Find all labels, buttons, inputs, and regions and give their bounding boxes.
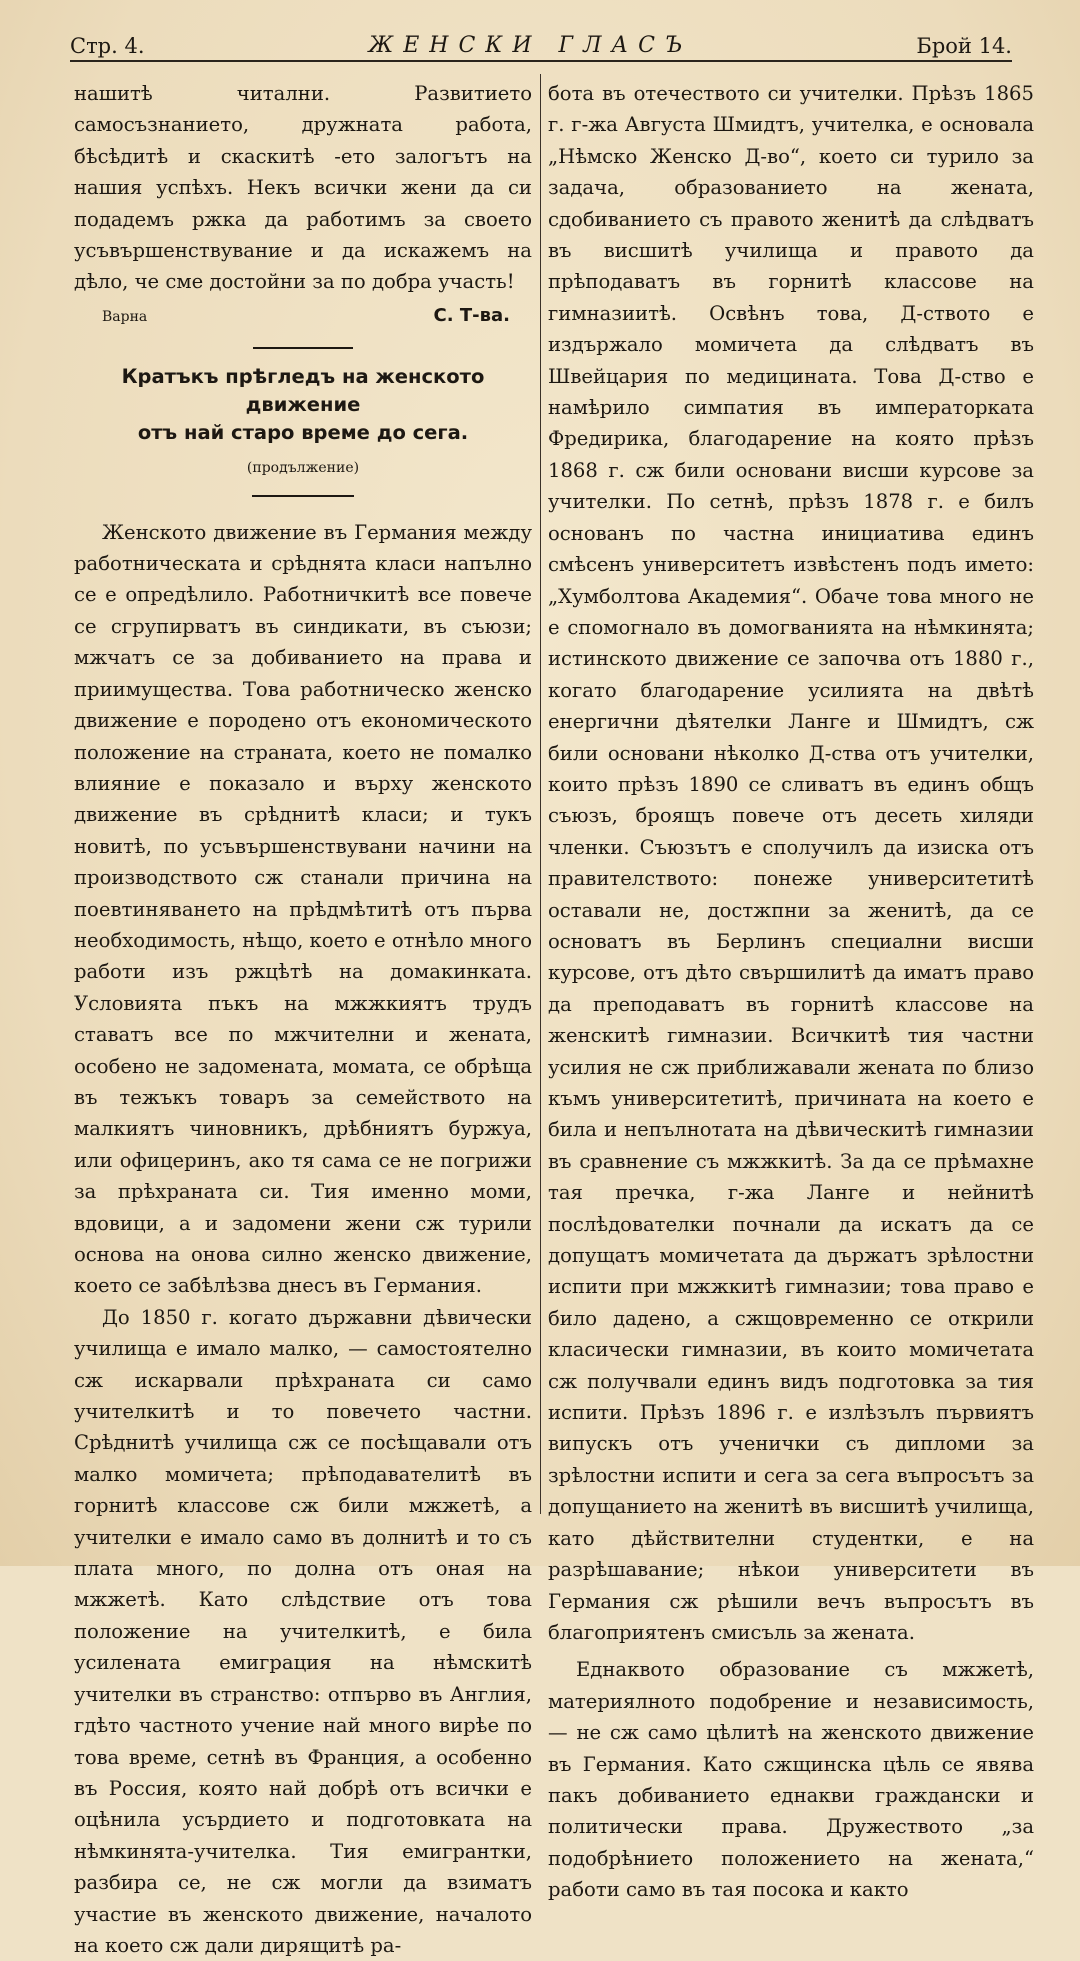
article-title (74, 363, 532, 447)
signature-author: С. Т-ва. (433, 304, 510, 326)
page-header (70, 22, 1012, 62)
article-paragraph-1: Женското движение въ Германия между работническата и срѣднята класи напълно се е опредѣлило. Работничкитѣ все повече се сгрупирватъ въ синдикати, въ съюзи; мжчатъ се за добиванието на права и приимущества. Това работническо женско движение е породено отъ економическото положение на страната, което не помалко влияние е показало и върху женското движение въ срѣднитѣ класи; и тукъ новитѣ, по усъвършенствувани начини на производството сж станали причина на поевтиняването на прѣдмѣтитѣ отъ първа необходимость, нѣщо, което е отнѣло много работи изъ ржцѣтѣ на домакинката. Условията пъкъ на мжжкиятъ трудъ ставатъ все по мжчителни и жената, особено не задомената, момата, се обрѣща въ тежъкъ товаръ за семейството на малкиятъ чиновникъ, дрѣбниятъ буржуа, или офицеринъ, ако тя сама се не погрижи за прѣхраната си. Тия именно моми, вдовици, а и задомени жени сж турили основа на онова силно женско движение, което се забѣлѣзва днесъ въ Германия. (74, 520, 533, 1298)
article-paragraph-4: Еднаквото образование съ мжжетѣ, материялното подобрение и независимость, — не сж само цѣлитѣ на женското движение въ Германия. Като сжщинска цѣль се явява пакъ добиванието еднакви граждански и политически права. Дружеството „за подобрѣнието положението на жената,“ работи само въ тая посока и както (548, 1658, 1034, 1902)
article-paragraph-3: бота въ отечеството си учителки. Прѣзъ 1865 г. г-жа Августа Шмидтъ, учителка, е основала „Нѣмско Женско Д-во“, което си турило за задача, образованието на жената, сдобиванието съ правото женитѣ да слѣдватъ въ висшитѣ училища и правото да прѣподаватъ въ горнитѣ классове на гимназиитѣ. Освѣнъ това, Д-ството е издържало момичета да слѣдватъ въ Швейцария по медицината. Това Д-ство е намѣрило симпатия въ императорката Фредирика, благодарение на която прѣзъ 1868 г. сж били основани висши курсове за учителки. По сетнѣ, прѣзъ 1878 г. е билъ основанъ по частна инициатива единъ смѣсенъ университетъ извѣстенъ подъ името: „Хумболтова Академия“. Обаче това много не е спомогнало въ домогванията на нѣмкинята; истинското движение се започва отъ 1880 г., когато благодарение усилията на двѣтѣ енергични дѣятелки Ланге и Шмидтъ, сж били основани нѣколко Д-ства отъ учителки, които прѣзъ 1890 се сливатъ въ единъ общъ съюзъ, броящъ повече отъ десеть хиляди членки. Съюзътъ е сполучилъ да изиска отъ правителството: понеже университетитѣ оставали не, достжпни за женитѣ, да се основатъ въ Берлинъ специални висши курсове, отъ дѣто свършилитѣ да иматъ право да преподаватъ въ горнитѣ классове на женскитѣ гимназии. Всичкитѣ тия частни усилия не сж приближавали жената по близо къмъ университетитѣ, причината на което е била и непълнотата на дѣвическитѣ гимназии въ сравнение съ мжжкитѣ. За да се прѣмахне тая пречка, г-жа Ланге и нейнитѣ послѣдователки почнали да искатъ да се допущатъ момичетата да държатъ зрѣлостни испити при мжжкитѣ гимназии; това право е било дадено, а сжщовременно се открили класически гимназии, въ които момичетата сж получвали единъ видъ подготовка за тия испити. Прѣзъ 1896 г. е излѣзълъ първиятъ випускъ отъ ученички съ дипломи за зрѣлостни испити и сега за сега въпросътъ за допущанието на женитѣ въ висшитѣ училища, като дѣйствителни студентки, е на разрѣшавание; нѣкои университети въ Германия сж рѣшили вечъ въпросътъ въ благоприятенъ смисъль за жената. (548, 82, 1034, 1644)
article-title-line-2: отъ най старо време до сега. (137, 421, 469, 445)
signature-row (74, 300, 532, 333)
right-column (548, 78, 1034, 1906)
left-column (74, 78, 532, 1961)
article-paragraph-2: До 1850 г. когато държавни дѣвически училища е имало малко, — самостоятелно сж искарвали прѣхраната си само учителкитѣ и то повечето частни. Срѣднитѣ училища сж се посѣщавали отъ малко момичета; прѣподавателитѣ въ горнитѣ классове сж били мжжетѣ, а учителки е имало само въ долнитѣ и то съ плата много, по долна отъ оная на мжжетѣ. Като слѣдствие отъ това положение на учителкитѣ, е била усилената емиграция на нѣмскитѣ учителки въ странство: отпърво въ Англия, гдѣто частното учение най много вирѣе по това време, сетнѣ въ Франция, а особенно въ Россия, която най добрѣ отъ всички е оцѣнила усърдието и подготовката на нѣмкинята-учителка. Тия емигрантки, разбира се, не сж могли да взиматъ участие въ женското движение, началото на което сж дали дирящитѣ ра- (74, 1305, 532, 1957)
page-number: Стр. 4. (70, 34, 145, 58)
issue-number: Брой 14. (916, 34, 1012, 58)
signature-place: Варна (102, 308, 148, 325)
separator-rule (253, 347, 353, 349)
article-subtitle: (продължение) (246, 460, 360, 477)
previous-article-ending: нашитѣ читални. Развитието самосъзнанието, дружната работа, бѣсѣдитѣ и скаскитѣ -ето залогътъ на нашия успѣхъ. Некъ всички жени да си подадемъ ржка да работимъ за своето усъвършенствувание и да искажемъ на дѣло, че сме достойни за по добра участь! (74, 82, 532, 294)
title-rule (252, 495, 354, 497)
article-title-line-1: Кратъкъ прѣгледъ на женското движение (121, 365, 485, 417)
newspaper-title: ЖЕНСКИ ГЛАСЪ (368, 33, 693, 58)
column-divider (540, 74, 541, 1514)
